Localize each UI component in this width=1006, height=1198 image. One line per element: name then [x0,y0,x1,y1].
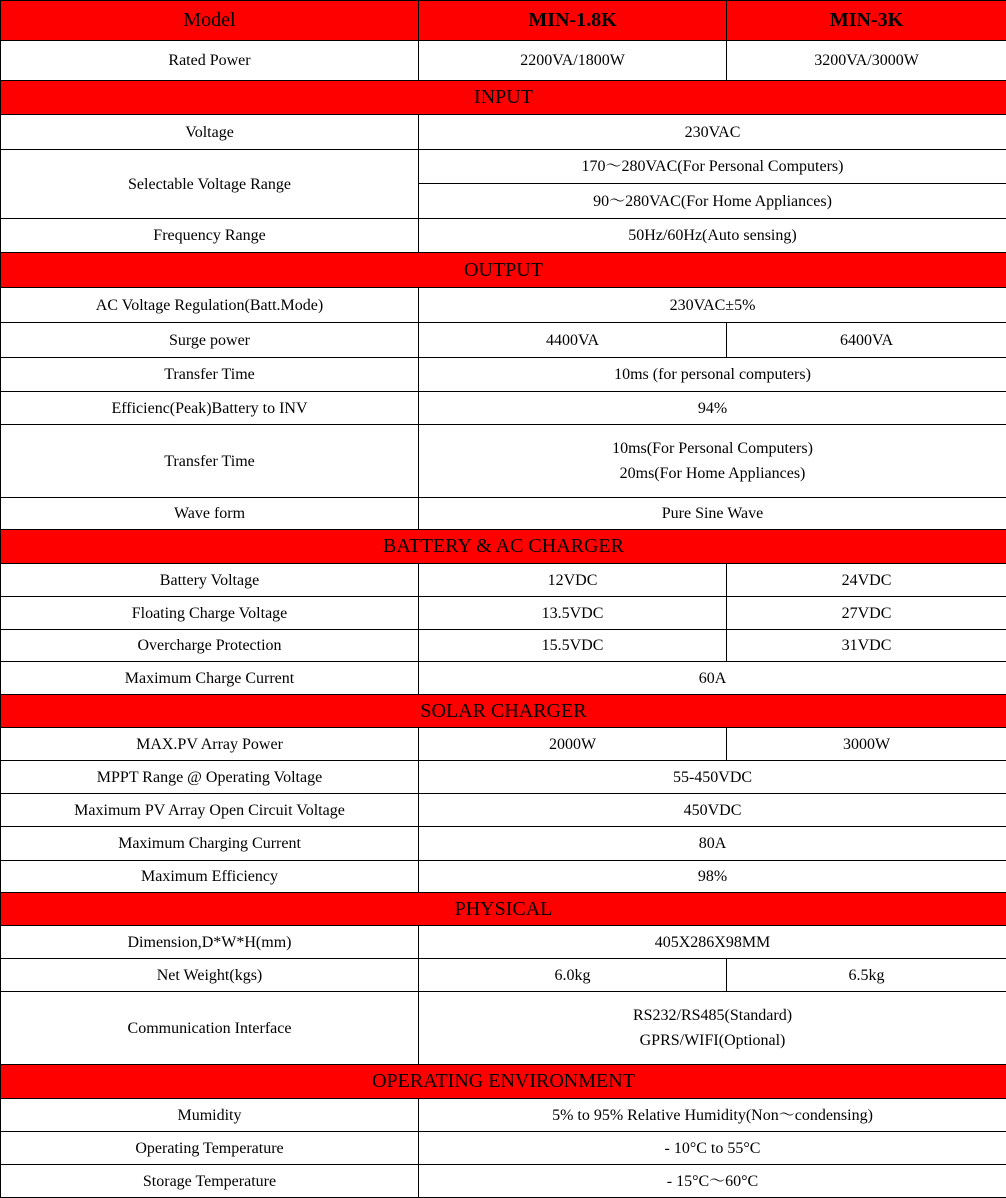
transfer-time-2-line-2: 20ms(For Home Appliances) [419,461,1006,486]
spec-row-transfer-time [1,358,1006,392]
section-row-solar [1,695,1006,728]
efficiency-label: Efficienc(Peak)Battery to INV [1,392,419,425]
spec-row-efficiency [1,392,1006,425]
voltage-range-value-2: 90～280VAC(For Home Appliances) [419,184,1006,219]
pv-power-value-1: 2000W [419,728,727,761]
spec-row-overcharge [1,630,1006,662]
charging-current-value: 80A [419,827,1006,861]
voltage-range-value-1: 170～280VAC(For Personal Computers) [419,150,1006,184]
spec-row-wave-form [1,498,1006,530]
max-efficiency-value: 98% [419,861,1006,893]
spec-row-battery-voltage [1,564,1006,597]
dimension-label: Dimension,D*W*H(mm) [1,926,419,959]
mppt-value: 55-450VDC [419,761,1006,794]
section-title-input: INPUT [1,81,1006,115]
section-row-input [1,81,1006,115]
max-charge-current-label: Maximum Charge Current [1,662,419,695]
rated-power-value-2: 3200VA/3000W [727,41,1006,81]
spec-row-pv-power [1,728,1006,761]
spec-row-communication [1,992,1006,1065]
voltage-label: Voltage [1,115,419,150]
surge-value-2: 6400VA [727,323,1006,358]
open-circuit-value: 450VDC [419,794,1006,827]
section-title-physical: PHYSICAL [1,893,1006,926]
battery-voltage-label: Battery Voltage [1,564,419,597]
voltage-value: 230VAC [419,115,1006,150]
section-title-battery: BATTERY & AC CHARGER [1,530,1006,564]
rated-power-label: Rated Power [1,41,419,81]
spec-row-max-efficiency [1,861,1006,893]
pv-power-value-2: 3000W [727,728,1006,761]
operating-temp-label: Operating Temperature [1,1132,419,1165]
voltage-range-label: Selectable Voltage Range [1,150,419,219]
frequency-value: 50Hz/60Hz(Auto sensing) [419,219,1006,253]
battery-voltage-value-2: 24VDC [727,564,1006,597]
storage-temp-label: Storage Temperature [1,1165,419,1198]
transfer-time-label: Transfer Time [1,358,419,392]
section-row-output [1,253,1006,288]
spec-row-regulation [1,288,1006,323]
model-1-header: MIN-1.8K [419,1,727,41]
model-header: Model [1,1,419,41]
efficiency-value: 94% [419,392,1006,425]
model-2-header: MIN-3K [727,1,1006,41]
communication-value [419,992,1006,1065]
mppt-label: MPPT Range @ Operating Voltage [1,761,419,794]
dimension-value: 405X286X98MM [419,926,1006,959]
spec-row-max-charge-current [1,662,1006,695]
spec-row-mppt [1,761,1006,794]
regulation-value: 230VAC±5% [419,288,1006,323]
regulation-label: AC Voltage Regulation(Batt.Mode) [1,288,419,323]
charging-current-label: Maximum Charging Current [1,827,419,861]
transfer-time-2-value [419,425,1006,498]
section-title-environment: OPERATING ENVIRONMENT [1,1065,1006,1099]
overcharge-value-2: 31VDC [727,630,1006,662]
floating-charge-value-2: 27VDC [727,597,1006,630]
transfer-time-2-line-1: 10ms(For Personal Computers) [419,436,1006,461]
communication-label: Communication Interface [1,992,419,1065]
humidity-label: Mumidity [1,1099,419,1132]
spec-row-transfer-time-2 [1,425,1006,498]
overcharge-label: Overcharge Protection [1,630,419,662]
humidity-value: 5% to 95% Relative Humidity(Non～condensing) [419,1099,1006,1132]
section-row-physical [1,893,1006,926]
spec-row-net-weight [1,959,1006,992]
max-charge-current-value: 60A [419,662,1006,695]
floating-charge-label: Floating Charge Voltage [1,597,419,630]
surge-value-1: 4400VA [419,323,727,358]
section-row-battery [1,530,1006,564]
communication-line-1: RS232/RS485(Standard) [419,1003,1006,1028]
wave-form-value: Pure Sine Wave [419,498,1006,530]
operating-temp-value: - 10°C to 55°C [419,1132,1006,1165]
storage-temp-value: - 15°C～60°C [419,1165,1006,1198]
spec-row-voltage [1,115,1006,150]
net-weight-label: Net Weight(kgs) [1,959,419,992]
section-row-environment [1,1065,1006,1099]
transfer-time-2-label: Transfer Time [1,425,419,498]
net-weight-value-1: 6.0kg [419,959,727,992]
section-title-output: OUTPUT [1,253,1006,288]
spec-row-dimension [1,926,1006,959]
max-efficiency-label: Maximum Efficiency [1,861,419,893]
header-row [1,1,1006,41]
open-circuit-label: Maximum PV Array Open Circuit Voltage [1,794,419,827]
pv-power-label: MAX.PV Array Power [1,728,419,761]
spec-row-charging-current [1,827,1006,861]
spec-row-storage-temp [1,1165,1006,1198]
spec-row-floating-charge [1,597,1006,630]
surge-label: Surge power [1,323,419,358]
net-weight-value-2: 6.5kg [727,959,1006,992]
spec-row-open-circuit [1,794,1006,827]
battery-voltage-value-1: 12VDC [419,564,727,597]
spec-row-voltage-range [1,150,1006,184]
frequency-label: Frequency Range [1,219,419,253]
section-title-solar: SOLAR CHARGER [1,695,1006,728]
spec-row-humidity [1,1099,1006,1132]
rated-power-value-1: 2200VA/1800W [419,41,727,81]
communication-line-2: GPRS/WIFI(Optional) [419,1028,1006,1053]
transfer-time-value: 10ms (for personal computers) [419,358,1006,392]
floating-charge-value-1: 13.5VDC [419,597,727,630]
overcharge-value-1: 15.5VDC [419,630,727,662]
spec-row-frequency [1,219,1006,253]
wave-form-label: Wave form [1,498,419,530]
spec-row-surge [1,323,1006,358]
spec-row-operating-temp [1,1132,1006,1165]
spec-row-rated-power [1,41,1006,81]
